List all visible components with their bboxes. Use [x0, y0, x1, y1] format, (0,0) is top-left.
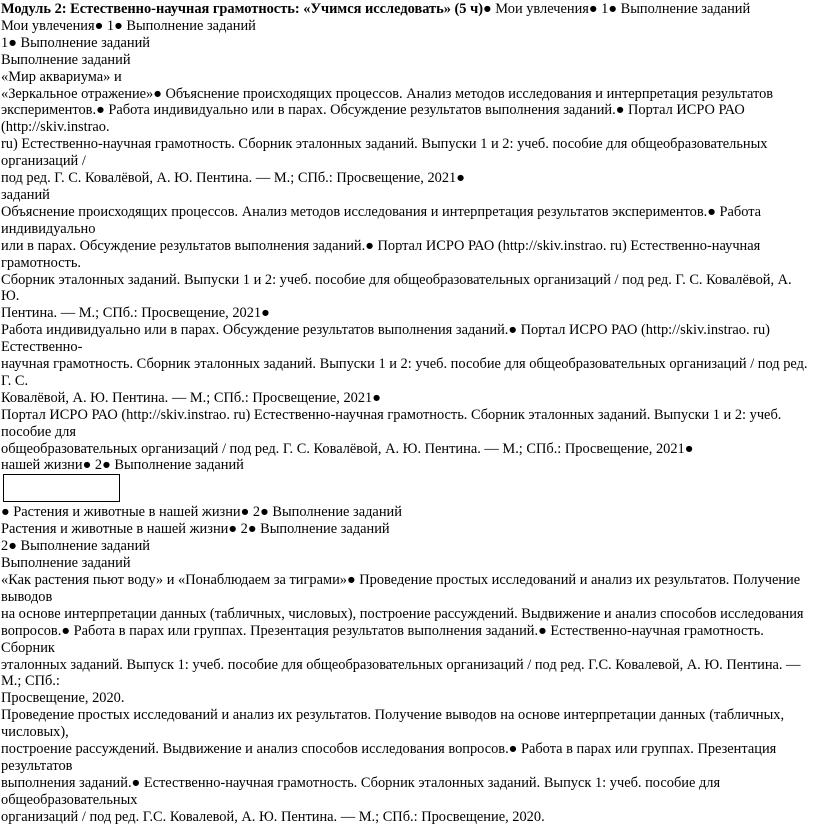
line-text: Сборник эталонных заданий. Выпуски 1 и 2: учеб. пособие для общеобразовательных организаций / под ред. Г. С. Ковалёвой, А. Ю. — [1, 271, 796, 305]
text-line — [1, 407, 813, 441]
text-line — [1, 572, 813, 606]
text-line — [1, 102, 813, 136]
text-line — [1, 538, 813, 555]
text-block-module-2 — [1, 1, 813, 474]
line-text: на основе интерпретации данных (табличных, числовых), построение рассуждений. Выдвижение и анализ способов исследования — [1, 605, 804, 622]
text-line — [1, 555, 813, 572]
line-text: выполнения заданий.● Естественно-научная грамотность. Сборник эталонных заданий. Выпуск 1: учеб. пособие для общеобразовательных — [1, 774, 724, 808]
text-line — [1, 356, 813, 390]
line-text: эталонных заданий. Выпуск 1: учеб. пособие для общеобразовательных организаций / под ред. Г.С. Ковалевой, А. Ю. Пентина. — М.; СПб.: — [1, 656, 805, 690]
text-line — [1, 521, 813, 538]
line-text: построение рассуждений. Выдвижение и анализ способов исследования вопросов.● Работа в парах или группах. Презентация результатов — [1, 741, 780, 774]
text-line — [1, 623, 813, 657]
text-line — [1, 187, 813, 204]
line-text: Ковалёвой, А. Ю. Пентина. — М.; СПб.: Просвещение, 2021● — [1, 389, 381, 406]
text-line — [1, 204, 813, 238]
line-text: ● Растения и животные в нашей жизни● 2● Выполнение заданий — [1, 504, 402, 521]
text-line — [1, 170, 813, 187]
line-text: Выполнение заданий — [1, 51, 131, 68]
text-line — [1, 86, 813, 103]
line-text: Проведение простых исследований и анализ их результатов. Получение выводов на основе интерпретации данных (табличных, числовых), — [1, 707, 788, 741]
line-text: вопросов.● Работа в парах или группах. Презентация результатов выполнения заданий.● Естественно-научная грамотность. Сборник — [1, 622, 768, 656]
line-text: Портал ИСРО РАО (http://skiv.instrao. ru) Естественно-научная грамотность. Сборник эталонных заданий. Выпуски 1 и 2: учеб. пособие для — [1, 406, 785, 440]
line-text: нашей жизни● 2● Выполнение заданий — [1, 457, 244, 474]
text-line — [1, 707, 813, 741]
text-line — [1, 136, 813, 170]
text-line — [1, 441, 813, 458]
line-text: 1● Выполнение заданий — [1, 34, 151, 51]
line-text: Выполнение заданий — [1, 555, 131, 572]
text-line — [1, 305, 813, 322]
text-line — [1, 35, 813, 52]
text-line — [1, 1, 813, 18]
line-text: научная грамотность. Сборник эталонных заданий. Выпуски 1 и 2: учеб. пособие для общеобразовательных организаций / под ред. Г. С. — [1, 356, 812, 389]
line-text: Просвещение, 2020. — [1, 690, 125, 707]
line-text: «Как растения пьют воду» и «Понаблюдаем за тиграми»● Проведение простых исследований и анализ их результатов. Получение выводов — [1, 572, 804, 605]
line-text: заданий — [1, 186, 50, 203]
text-line — [1, 504, 813, 521]
line-text: или в парах. Обсуждение результатов выполнения заданий.● Портал ИСРО РАО (http://skiv.instrao. ru) Естественно-научная грамотность. — [1, 237, 764, 271]
line-text: общеобразовательных организаций / под ред. Г. С. Ковалёвой, А. Ю. Пентина. — М.; СПб.: Просвещение, 2021● — [1, 440, 694, 457]
line-text: ● Мои увлечения● 1● Выполнение заданий — [483, 1, 751, 17]
text-line — [1, 238, 813, 272]
empty-table-cell — [3, 474, 120, 502]
line-text: Пентина. — М.; СПб.: Просвещение, 2021● — [1, 305, 270, 322]
text-line — [1, 809, 813, 826]
text-line — [1, 272, 813, 306]
text-line — [1, 775, 813, 809]
text-line — [1, 69, 813, 86]
line-text: 2● Выполнение заданий — [1, 538, 151, 555]
text-line — [1, 322, 813, 356]
line-text: экспериментов.● Работа индивидуально или в парах. Обсуждение результатов выполнения заданий.● Портал ИСРО РАО (http://skiv.instrao. — [1, 102, 749, 136]
text-line — [1, 457, 813, 474]
text-line — [1, 690, 813, 707]
line-text: «Зеркальное отражение»● Объяснение происходящих процессов. Анализ методов исследования и интерпретация результатов — [1, 85, 774, 102]
line-text: организаций / под ред. Г.С. Ковалевой, А. Ю. Пентина. — М.; СПб.: Просвещение, 2020. — [1, 808, 545, 825]
line-text: Объяснение происходящих процессов. Анализ методов исследования и интерпретация результатов экспериментов.● Работа индивидуально — [1, 203, 765, 237]
line-text: под ред. Г. С. Ковалёвой, А. Ю. Пентина. — М.; СПб.: Просвещение, 2021● — [1, 170, 465, 187]
line-text: Работа индивидуально или в парах. Обсуждение результатов выполнения заданий.● Портал ИСРО РАО (http://skiv.instrao. ru) Естественно- — [1, 322, 774, 356]
heading-text: Модуль 2: Естественно-научная грамотность: «Учимся исследовать» (5 ч) — [1, 1, 484, 17]
line-text: Растения и животные в нашей жизни● 2● Выполнение заданий — [1, 521, 390, 538]
text-line — [1, 390, 813, 407]
text-line — [1, 18, 813, 35]
text-line — [1, 741, 813, 775]
text-line — [1, 657, 813, 691]
text-line — [1, 606, 813, 623]
line-text: Мои увлечения● 1● Выполнение заданий — [1, 17, 256, 34]
text-block-plants-animals — [1, 504, 813, 825]
line-text: ru) Естественно-научная грамотность. Сборник эталонных заданий. Выпуски 1 и 2: учеб. пособие для общеобразовательных организаций / — [1, 136, 772, 170]
text-line — [1, 52, 813, 69]
line-text: «Мир аквариума» и — [1, 68, 122, 85]
